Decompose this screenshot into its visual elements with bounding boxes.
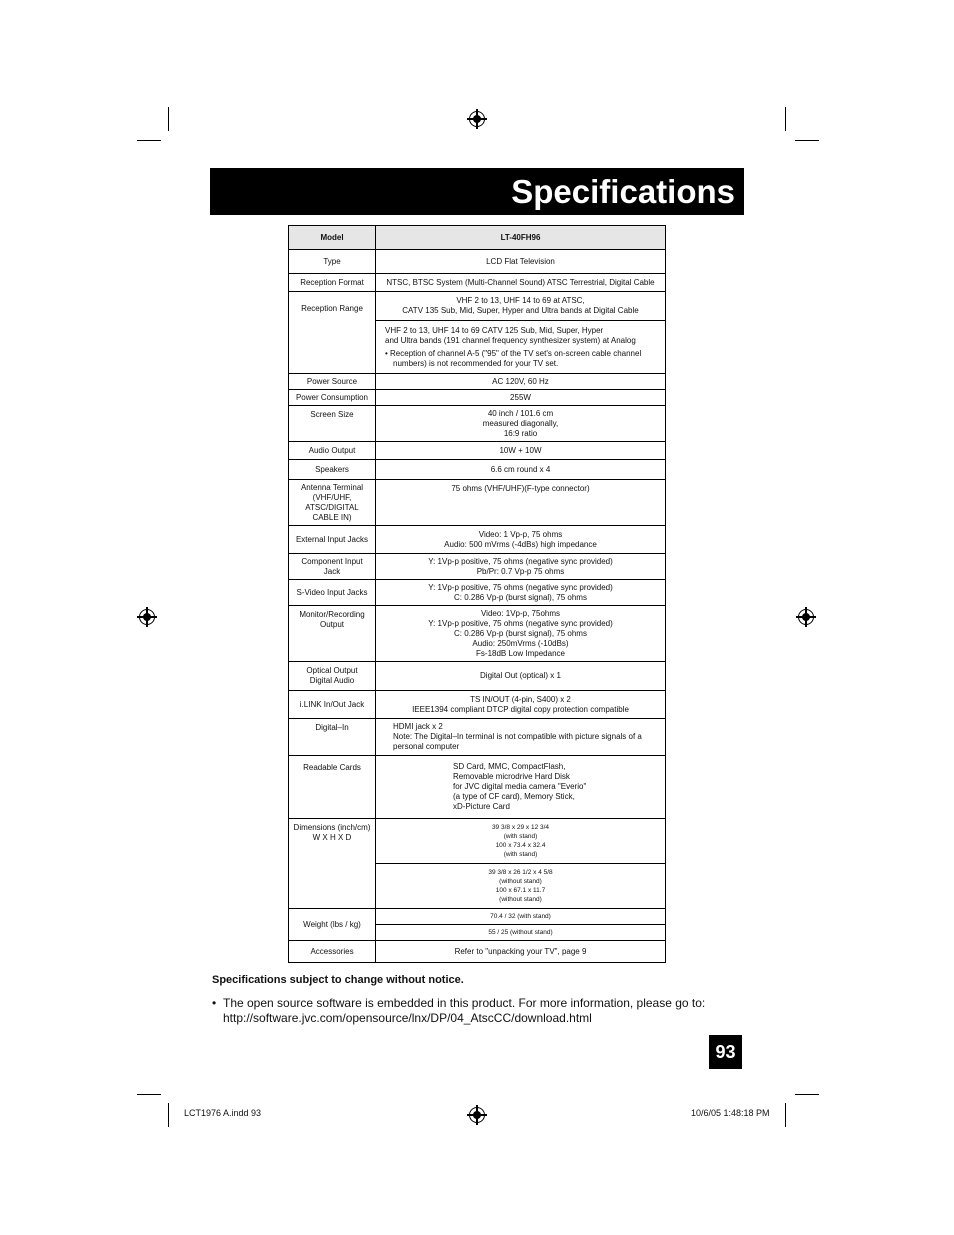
spec-label: Digital–In	[289, 719, 376, 756]
spec-label: Speakers	[289, 460, 376, 480]
table-row	[289, 719, 666, 756]
table-row	[289, 406, 666, 442]
spec-value: 255W	[376, 390, 666, 406]
spec-value: SD Card, MMC, CompactFlash, Removable microdrive Hard Disk for JVC digital media camera "Everio" (a type of CF card), Memory Stick, xD-Picture Card	[376, 756, 666, 819]
spec-label: Monitor/Recording Output	[289, 606, 376, 662]
specifications-table	[288, 225, 666, 963]
table-row	[289, 390, 666, 406]
spec-label: Antenna Terminal (VHF/UHF, ATSC/DIGITAL CABLE IN)	[289, 480, 376, 526]
table-row	[289, 606, 666, 662]
spec-value: LCD Flat Television	[376, 250, 666, 274]
spec-value: Y: 1Vp-p positive, 75 ohms (negative sync provided) Pb/Pr: 0.7 Vp-p 75 ohms	[376, 554, 666, 580]
registration-mark-icon	[139, 609, 155, 625]
spec-label: Optical Output Digital Audio	[289, 662, 376, 691]
spec-value: 6.6 cm round x 4	[376, 460, 666, 480]
table-row	[289, 480, 666, 526]
registration-mark-icon	[469, 1107, 485, 1123]
spec-value: 55 / 25 (without stand)	[376, 925, 666, 941]
spec-label: Component Input Jack	[289, 554, 376, 580]
crop-mark-top-left-v	[168, 107, 169, 131]
spec-label: Type	[289, 250, 376, 274]
registration-mark-icon	[469, 111, 485, 127]
spec-value: 39 3/8 x 26 1/2 x 4 5/8 (without stand) 100 x 67.1 x 11.7 (without stand)	[376, 864, 666, 909]
table-row	[289, 662, 666, 691]
page-number: 93	[709, 1035, 742, 1069]
spec-label: Reception Format	[289, 274, 376, 292]
crop-mark-bottom-left-h	[137, 1094, 161, 1095]
spec-value	[376, 292, 666, 321]
crop-mark-bottom-right-v	[785, 1103, 786, 1127]
spec-label: S-Video Input Jacks	[289, 580, 376, 606]
spec-value: TS IN/OUT (4-pin, S400) x 2 IEEE1394 compliant DTCP digital copy protection compatible	[376, 691, 666, 719]
spec-value: Digital Out (optical) x 1	[376, 662, 666, 691]
spec-label: Weight (lbs / kg)	[289, 909, 376, 941]
spec-value: AC 120V, 60 Hz	[376, 374, 666, 390]
spec-value: 40 inch / 101.6 cm measured diagonally, 16:9 ratio	[376, 406, 666, 442]
table-row	[289, 756, 666, 819]
spec-label: Power Consumption	[289, 390, 376, 406]
crop-mark-top-right-h	[795, 140, 819, 141]
table-row	[289, 554, 666, 580]
crop-mark-bottom-right-h	[795, 1094, 819, 1095]
reception-range-analog-line1: VHF 2 to 13, UHF 14 to 69 CATV 125 Sub, Mid, Super, Hyper	[385, 326, 604, 335]
spec-value: Refer to "unpacking your TV", page 9	[376, 941, 666, 963]
open-source-url: http://software.jvc.com/opensource/lnx/DP/04_AtscCC/download.html	[223, 1011, 592, 1025]
reception-range-bullet: • Reception of channel A-5 ("95" of the TV set's on-screen cable channel numbers) is not recommended for your TV set.	[385, 349, 642, 368]
table-row	[289, 442, 666, 460]
table-row	[289, 460, 666, 480]
spec-label: Dimensions (inch/cm) W X H X D	[289, 819, 376, 909]
spec-label: Readable Cards	[289, 756, 376, 819]
spec-label: i.LINK In/Out Jack	[289, 691, 376, 719]
title-bar	[210, 168, 744, 215]
spec-value: 10W + 10W	[376, 442, 666, 460]
footer-file-info: LCT1976 A.indd 93	[184, 1108, 262, 1118]
bullet-icon: •	[212, 996, 217, 1010]
reception-range-analog-line2: and Ultra bands (191 channel frequency synthesizer system) at Analog	[385, 336, 636, 345]
table-row	[289, 250, 666, 274]
crop-mark-top-left-h	[137, 140, 161, 141]
spec-value	[376, 321, 666, 374]
spec-value: NTSC, BTSC System (Multi-Channel Sound) ATSC Terrestrial, Digital Cable	[376, 274, 666, 292]
table-row	[289, 909, 666, 925]
header-model-value: LT-40FH96	[376, 226, 666, 250]
table-header-row	[289, 226, 666, 250]
spec-label: Audio Output	[289, 442, 376, 460]
page-title: Specifications	[511, 173, 735, 210]
table-row	[289, 526, 666, 554]
reception-range-line1: VHF 2 to 13, UHF 14 to 69 at ATSC,	[456, 296, 585, 305]
spec-label: Accessories	[289, 941, 376, 963]
table-row	[289, 941, 666, 963]
table-row	[289, 580, 666, 606]
spec-value: HDMI jack x 2 Note: The Digital–In terminal is not compatible with picture signals of a personal computer	[376, 719, 666, 756]
table-row	[289, 274, 666, 292]
table-row	[289, 691, 666, 719]
reception-range-line2: CATV 135 Sub, Mid, Super, Hyper and Ultra bands at Digital Cable	[402, 306, 639, 315]
registration-mark-icon	[798, 609, 814, 625]
spec-label: External Input Jacks	[289, 526, 376, 554]
change-notice: Specifications subject to change without notice.	[212, 974, 464, 986]
spec-value: Video: 1Vp-p, 75ohms Y: 1Vp-p positive, 75 ohms (negative sync provided) C: 0.286 Vp-p (burst signal), 75 ohms Audio: 250mVrms (-10dBs) Fs-18dB Low Impedance	[376, 606, 666, 662]
spec-label: Power Source	[289, 374, 376, 390]
crop-mark-top-right-v	[785, 107, 786, 131]
table-row	[289, 819, 666, 864]
spec-label: Screen Size	[289, 406, 376, 442]
spec-value: 70.4 / 32 (with stand)	[376, 909, 666, 925]
crop-mark-bottom-left-v	[168, 1103, 169, 1127]
table-row	[289, 374, 666, 390]
table-row	[289, 292, 666, 321]
header-model-label: Model	[289, 226, 376, 250]
spec-value: Video: 1 Vp-p, 75 ohms Audio: 500 mVrms (-4dBs) high impedance	[376, 526, 666, 554]
spec-label: Reception Range	[289, 292, 376, 374]
spec-value: 39 3/8 x 29 x 12 3/4 (with stand) 100 x 73.4 x 32.4 (with stand)	[376, 819, 666, 864]
spec-value: Y: 1Vp-p positive, 75 ohms (negative sync provided) C: 0.286 Vp-p (burst signal), 75 ohms	[376, 580, 666, 606]
footer-timestamp: 10/6/05 1:48:18 PM	[691, 1108, 770, 1118]
open-source-note	[212, 996, 772, 1026]
open-source-line1: The open source software is embedded in this product. For more information, please go to:	[223, 996, 706, 1010]
spec-value: 75 ohms (VHF/UHF)(F-type connector)	[376, 480, 666, 526]
